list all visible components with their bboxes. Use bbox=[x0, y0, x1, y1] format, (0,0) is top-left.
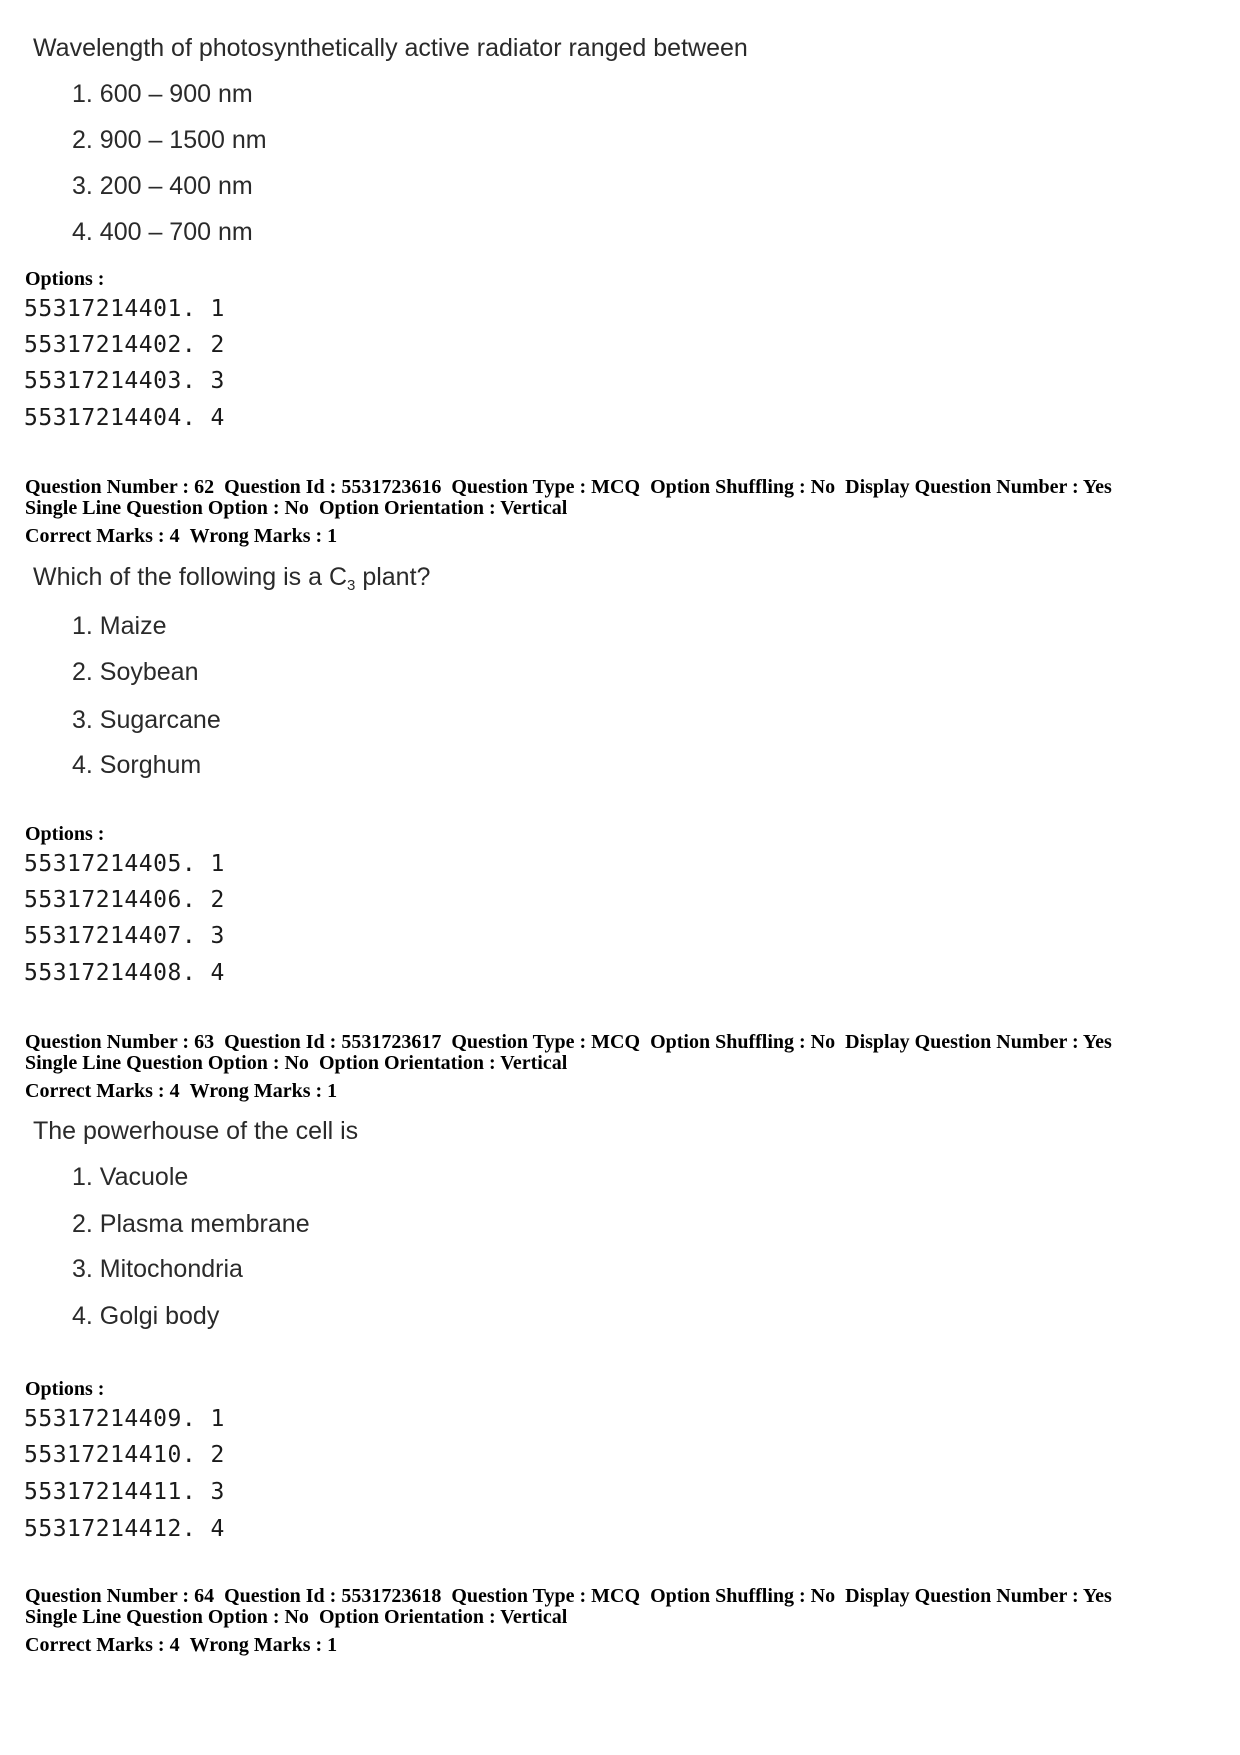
question-62-choice-2: 2. Soybean bbox=[72, 658, 199, 686]
wrong-marks: Wrong Marks : 1 bbox=[189, 525, 338, 547]
question-number: Question Number : 64 bbox=[25, 1585, 215, 1607]
question-62-choice-4: 4. Sorghum bbox=[72, 751, 202, 779]
question-62-option-code-2: 55317214406. 2 bbox=[24, 887, 225, 913]
display-question-number: Display Question Number : Yes bbox=[845, 476, 1112, 498]
correct-marks: Correct Marks : 4 bbox=[25, 1634, 180, 1656]
question-62-meta-line-2 bbox=[25, 498, 567, 519]
question-63-choice-4: 4. Golgi body bbox=[72, 1302, 220, 1330]
question-61-choice-3: 3. 200 – 400 nm bbox=[72, 172, 253, 200]
question-62-choice-1: 1. Maize bbox=[72, 612, 167, 640]
wrong-marks: Wrong Marks : 1 bbox=[189, 1080, 338, 1102]
question-61-options-label: Options : bbox=[25, 268, 105, 290]
question-61-option-code-4: 55317214404. 4 bbox=[24, 405, 225, 431]
option-shuffling: Option Shuffling : No bbox=[650, 476, 836, 498]
question-id: Question Id : 5531723617 bbox=[224, 1031, 442, 1053]
option-shuffling: Option Shuffling : No bbox=[650, 1031, 836, 1053]
question-62-choice-3: 3. Sugarcane bbox=[72, 706, 221, 734]
option-orientation: Option Orientation : Vertical bbox=[318, 497, 568, 519]
single-line-option: Single Line Question Option : No bbox=[25, 1606, 309, 1628]
question-62-option-code-3: 55317214407. 3 bbox=[24, 923, 225, 949]
question-61-option-code-1: 55317214401. 1 bbox=[24, 296, 225, 322]
question-63-choice-3: 3. Mitochondria bbox=[72, 1255, 243, 1283]
question-62-options-label: Options : bbox=[25, 823, 105, 845]
display-question-number: Display Question Number : Yes bbox=[845, 1585, 1112, 1607]
display-question-number: Display Question Number : Yes bbox=[845, 1031, 1112, 1053]
question-62-option-code-4: 55317214408. 4 bbox=[24, 960, 225, 986]
question-type: Question Type : MCQ bbox=[451, 1031, 641, 1053]
question-62-text: Which of the following is a $C_3$ plant? bbox=[33, 563, 431, 594]
question-63-marks bbox=[25, 1081, 337, 1102]
correct-marks: Correct Marks : 4 bbox=[25, 525, 180, 547]
question-63-option-code-2: 55317214410. 2 bbox=[24, 1442, 225, 1468]
option-orientation: Option Orientation : Vertical bbox=[318, 1606, 568, 1628]
question-61-choice-1: 1. 600 – 900 nm bbox=[72, 80, 253, 108]
question-64-meta-line-1 bbox=[25, 1586, 1112, 1607]
question-63-option-code-1: 55317214409. 1 bbox=[24, 1406, 225, 1432]
question-64-marks bbox=[25, 1635, 337, 1656]
question-62-option-code-1: 55317214405. 1 bbox=[24, 851, 225, 877]
question-63-text: The powerhouse of the cell is bbox=[33, 1117, 359, 1145]
question-61-choice-4: 4. 400 – 700 nm bbox=[72, 218, 253, 246]
question-63-option-code-4: 55317214412. 4 bbox=[24, 1516, 225, 1542]
option-shuffling: Option Shuffling : No bbox=[650, 1585, 836, 1607]
question-63-choice-2: 2. Plasma membrane bbox=[72, 1210, 310, 1238]
question-number: Question Number : 63 bbox=[25, 1031, 215, 1053]
question-id: Question Id : 5531723616 bbox=[224, 476, 442, 498]
single-line-option: Single Line Question Option : No bbox=[25, 1052, 309, 1074]
question-type: Question Type : MCQ bbox=[451, 476, 641, 498]
question-63-meta-line-2 bbox=[25, 1053, 567, 1074]
question-61-option-code-2: 55317214402. 2 bbox=[24, 332, 225, 358]
question-63-option-code-3: 55317214411. 3 bbox=[24, 1479, 225, 1505]
question-id: Question Id : 5531723618 bbox=[224, 1585, 442, 1607]
question-62-meta-line-1 bbox=[25, 477, 1112, 498]
question-62-marks bbox=[25, 526, 337, 547]
question-63-meta-line-1 bbox=[25, 1032, 1112, 1053]
option-orientation: Option Orientation : Vertical bbox=[318, 1052, 568, 1074]
correct-marks: Correct Marks : 4 bbox=[25, 1080, 180, 1102]
question-61-text: Wavelength of photosynthetically active radiator ranged between bbox=[33, 34, 748, 62]
question-63-choice-1: 1. Vacuole bbox=[72, 1163, 189, 1191]
question-64-meta-line-2 bbox=[25, 1607, 567, 1628]
question-63-options-label: Options : bbox=[25, 1378, 105, 1400]
question-number: Question Number : 62 bbox=[25, 476, 215, 498]
single-line-option: Single Line Question Option : No bbox=[25, 497, 309, 519]
question-type: Question Type : MCQ bbox=[451, 1585, 641, 1607]
question-61-option-code-3: 55317214403. 3 bbox=[24, 368, 225, 394]
question-61-choice-2: 2. 900 – 1500 nm bbox=[72, 126, 267, 154]
wrong-marks: Wrong Marks : 1 bbox=[189, 1634, 338, 1656]
